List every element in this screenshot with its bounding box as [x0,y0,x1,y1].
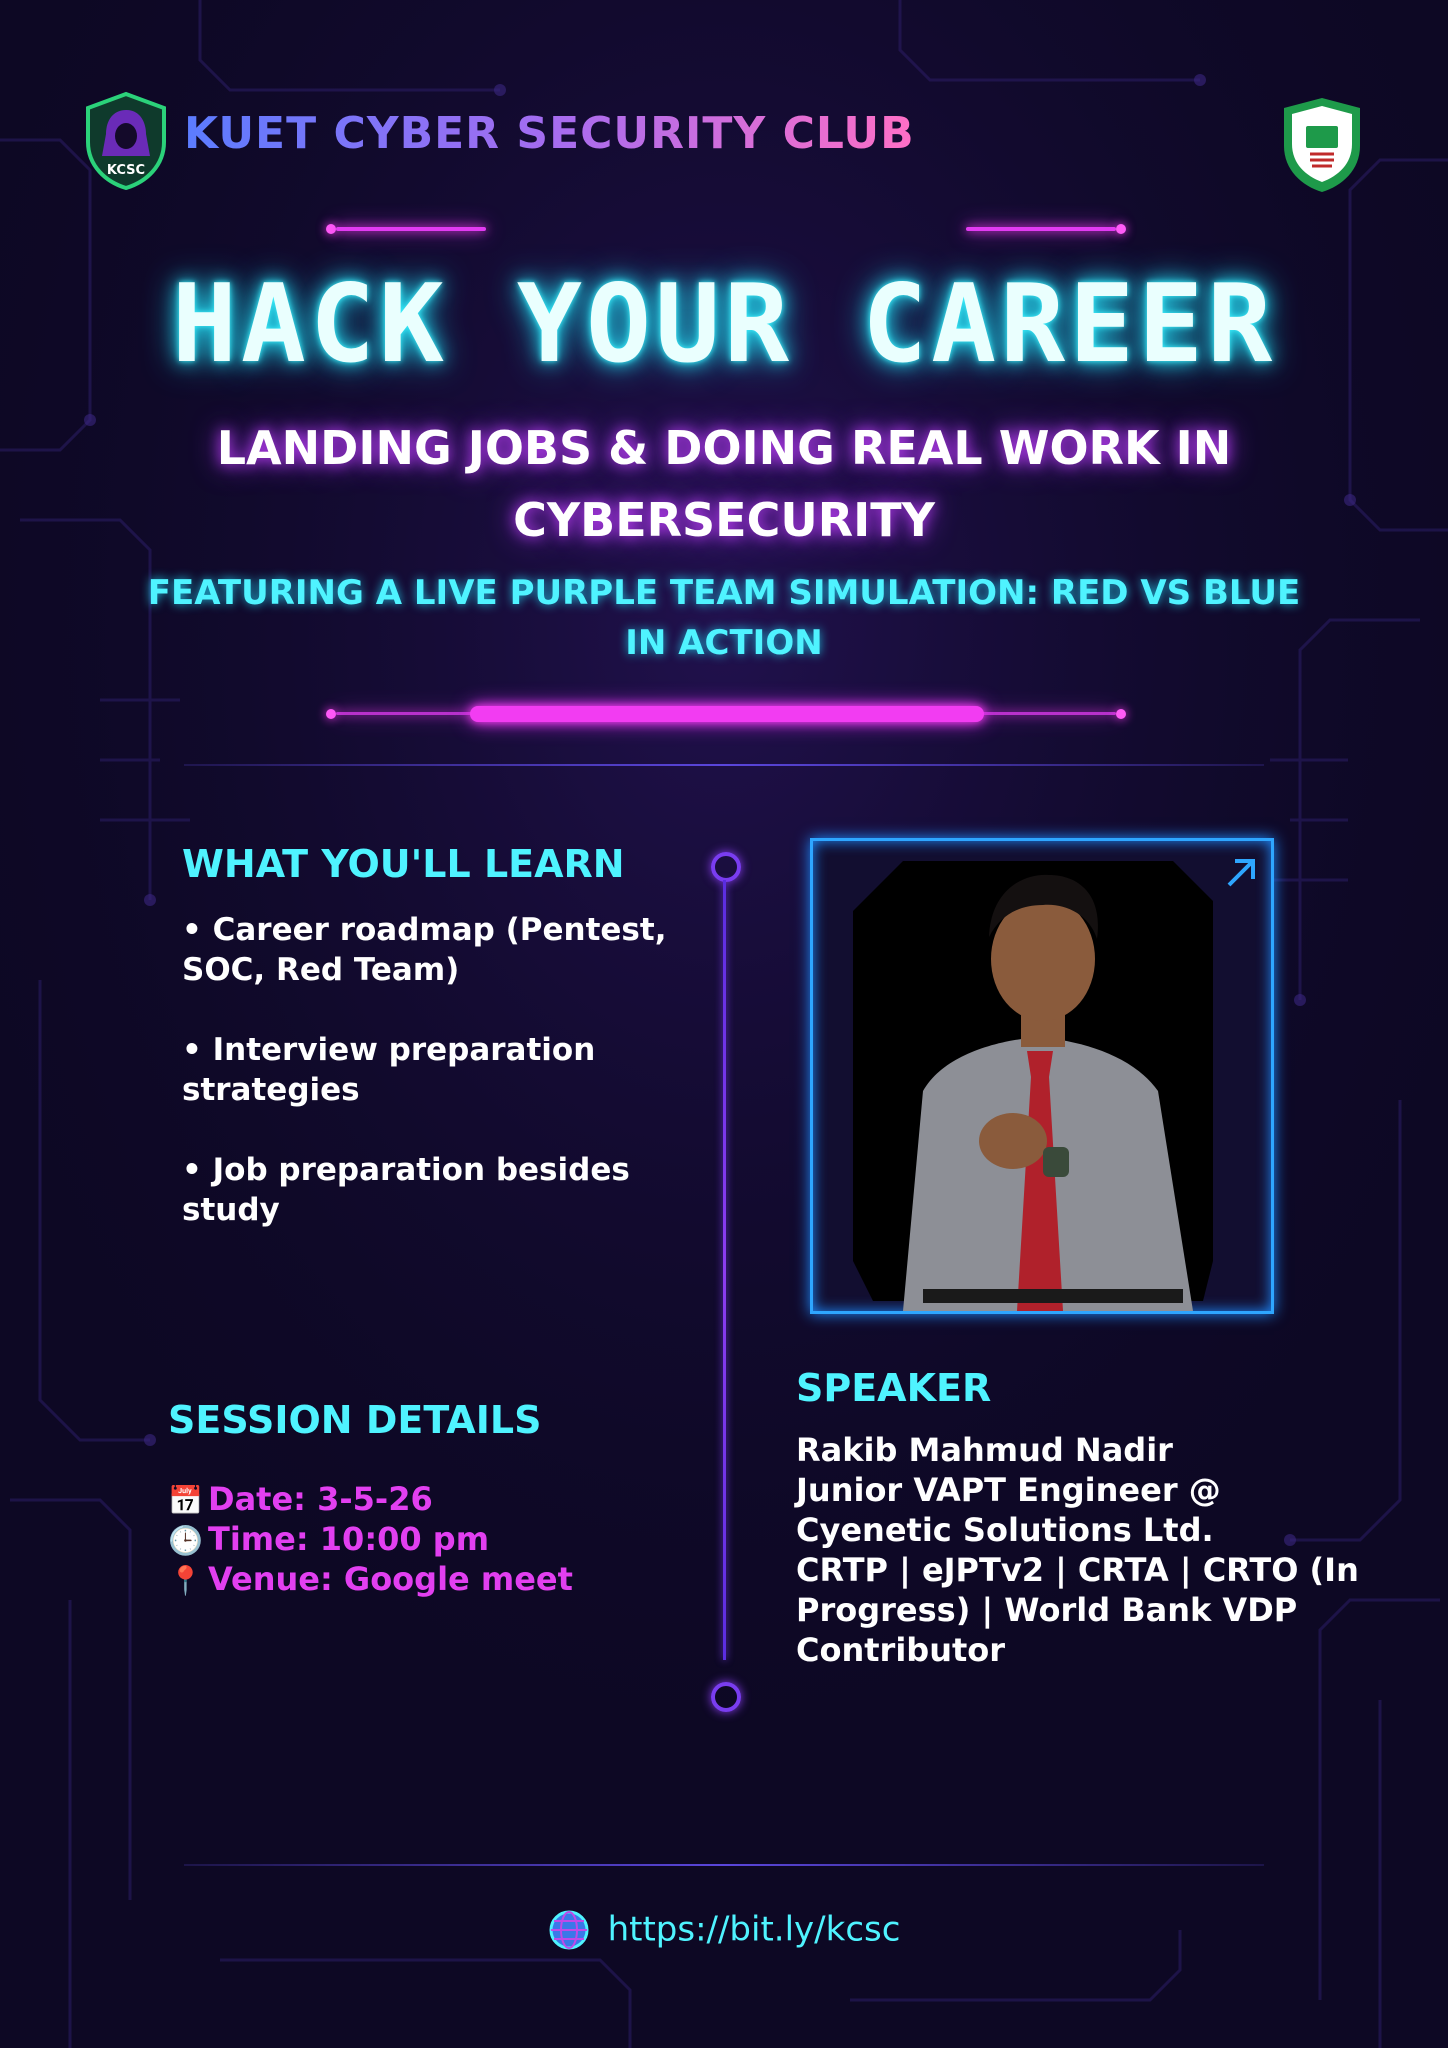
session-time-text: Time: 10:00 pm [208,1520,490,1558]
footer-url[interactable]: https://bit.ly/kcsc [607,1909,901,1950]
club-logo [84,90,168,190]
university-logo [1280,96,1364,194]
club-name: KUET CYBER SECURITY CLUB [184,108,915,159]
neon-dot [1116,709,1126,719]
learn-item-2: • Interview preparation strategies [182,1032,596,1108]
learn-item-3: • Job preparation besides study [182,1152,630,1228]
learn-item-1: • Career roadmap (Pentest, SOC, Red Team) [182,912,667,988]
session-venue-text: Venue: Google meet [208,1560,573,1598]
timeline-node-top [711,852,741,882]
globe-icon [548,1909,590,1951]
footer-divider [184,1864,1264,1866]
timeline-line [723,880,726,1660]
neon-dot [1116,224,1126,234]
featuring-line: FEATURING A LIVE PURPLE TEAM SIMULATION: RED VS BLUE IN ACTION [147,573,1301,663]
speaker-heading: SPEAKER [796,1366,992,1410]
neon-dot [326,709,336,719]
calendar-icon: 📅 [168,1484,203,1517]
timeline-node-bottom [711,1682,741,1712]
speaker-name: Rakib Mahmud Nadir [796,1431,1173,1469]
speaker-photo [810,838,1274,1314]
neon-bar-thick [470,706,984,722]
hooded-hacker-shield-icon [84,90,168,190]
section-divider [184,764,1264,766]
speaker-role: Junior VAPT Engineer @ Cyenetic Solutions Ltd. [796,1471,1221,1549]
main-title: HACK YOUR CAREER [171,262,1277,387]
learn-heading: WHAT YOU'LL LEARN [182,842,625,886]
session-venue [168,1560,573,1598]
neon-line-left [336,227,486,231]
session-date [168,1480,433,1518]
footer-link[interactable] [0,1908,1448,1951]
session-time [168,1520,489,1558]
club-logo-text: KCSC [106,163,146,178]
speaker-portrait [813,841,1271,1311]
neon-dot [326,224,336,234]
neon-line-right [966,227,1116,231]
clock-icon: 🕒 [168,1524,203,1557]
subtitle: LANDING JOBS & DOING REAL WORK IN CYBERSECURITY [216,421,1232,547]
speaker-credentials: CRTP | eJPTv2 | CRTA | CRTO (In Progress) | World Bank VDP Contributor [796,1551,1359,1669]
pin-icon: 📍 [168,1564,203,1597]
arrow-up-right-icon [1223,855,1259,891]
university-crest-icon [1280,96,1364,194]
session-heading: SESSION DETAILS [168,1398,542,1442]
session-date-text: Date: 3-5-26 [208,1480,433,1518]
